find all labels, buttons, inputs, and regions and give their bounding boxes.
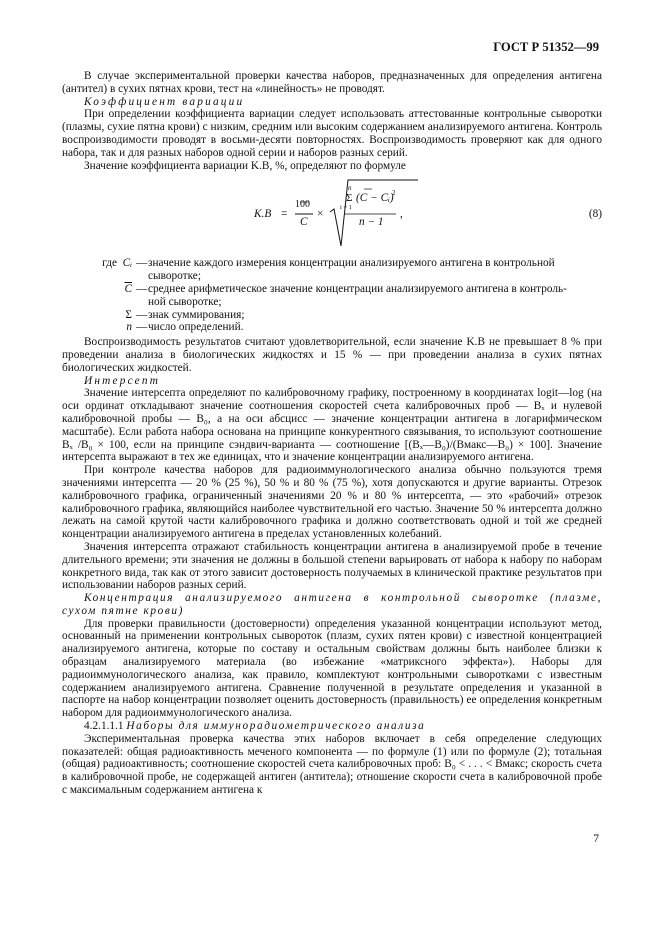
legend-symbol: n <box>126 321 132 334</box>
formula-graphic <box>62 174 602 254</box>
legend-lead: где Cᵢ <box>102 257 132 270</box>
subheading-cv: Коэффициент вариации <box>84 95 245 108</box>
formula-number: (8) <box>588 208 602 221</box>
subheading-intercept: Интерсепт <box>84 374 161 387</box>
formula-term: (C − Cᵢ) <box>356 192 394 205</box>
legend-symbol: $\overline{C}$ <box>124 282 132 295</box>
document-body <box>62 70 602 797</box>
formula-divisor: n − 1 <box>359 216 384 229</box>
paragraph-cv-3: Воспроизводимость результатов считают удовлетворительной, если значение K.B не превышает 8 % при проведении анализа в биологических жидкостях и 15 % — при проведении анализа в сухих пятнах биологических жидкостей. <box>62 336 602 374</box>
formula-sum-sign: Σ <box>346 192 353 205</box>
legend-text-cont: сыворотке; <box>148 270 201 283</box>
legend-text: знак суммирования; <box>148 308 245 321</box>
subheading-concentration: Концентрация анализируемого антигена в контрольной сыворотке (плазме, сухом пятне крови) <box>62 592 602 617</box>
document-header: ГОСТ Р 51352—99 <box>493 40 599 54</box>
legend-item: n — число определений. <box>62 321 602 334</box>
paragraph-intercept-3: Значения интерсепта отражают стабильность концентрации антигена в анализируемой пробе в течение длительного времени; эти значения не должны в большой степени варьировать от набора к набору по наборам конкретного вида, так как от этого зависит достоверность получаемых в клинической практике результатов при использовании наборов разных серий. <box>62 540 602 592</box>
formula-times: × <box>317 208 324 221</box>
legend-text: значение каждого измерения концентрации анализируемого антигена в контрольной <box>148 257 555 270</box>
formula-equals: = <box>281 208 288 221</box>
paragraph-cv-1: При определении коэффициента вариации следует использовать аттестованные контрольные сыворотки (плазмы, сухие пятна крови) с низким, средним или высоким содержанием анализируемого антигена. Контроль воспроизводимости проводят в восьми-десяти повторностях. Воспроизводимость проверяют как для одного набора, так и для разных наборов одной серии и наборов разных серий. <box>62 108 602 159</box>
paragraph-intercept-1: Значение интерсепта определяют по калибровочному графику, построенному в координатах logit—log (на оси ординат откладывают значение соотношения скоростей счета калибровочных проб — Bₓ и нулевой калибровочной пробы — B₀, а на оси абсцисс — значение концентрации антигена в логарифмическом масштабе). Если работа набора основана на принципе конкурентного связывания, то используют соотношение Bₓ /B₀ × 100, если на принципе сэндвич-варианта — соотношение [(Bₓ—B₀)/(Bмакс—B₀) × 100]. Значение интерсепта выражают в тех же единицах, что и значение концентрации анализируемого антигена. <box>62 387 602 464</box>
paragraph-cv-2: Значение коэффициента вариации K.B, %, определяют по формуле <box>84 159 406 172</box>
formula-cv <box>62 174 602 254</box>
formula-numerator: 100 <box>295 199 310 211</box>
paragraph-concentration: Для проверки правильности (достоверности) определения указанной концентрации используют метод, основанный на применении контрольных сывороток (плазм, сухих пятен крови) с известной концентрацией анализируемого антигена, которые по составу и остальным свойствам должны быть наиболее близки к образцам анализируемого материала (во избежание «матриксного эффекта»). Наборы для радиоиммунологического анализа, как правило, комплектуют контрольными сыворотками с известным содержанием анализируемого антигена. Сравнение полученной в результате определения и указанной в паспорте на набор концентрации позволяет оценить достоверность (правильность) ее определения конкретным набором для радиоиммунологического анализа. <box>62 617 602 720</box>
legend-item: $\overline{C}$ — среднее арифметическое значение концентрации анализируемого антигена в контроль- <box>62 283 602 296</box>
formula-power: 2 <box>392 189 396 198</box>
formula-sum-bottom: i = 1 <box>340 204 352 212</box>
formula-comma: , <box>400 208 403 221</box>
section-title: Наборы для иммунорадиометрического анализа <box>126 720 426 733</box>
paragraph-exp-check: В случае экспериментальной проверки качества наборов, предназначенных для определения антигена (антител) в сухих пятнах крови, тест на «линейность» не проводят. <box>62 70 602 95</box>
legend-item: где Cᵢ — значение каждого измерения концентрации анализируемого антигена в контрольной <box>62 257 602 270</box>
legend-text: среднее арифметическое значение концентрации анализируемого антигена в контроль- <box>148 282 567 295</box>
formula-denominator: C <box>300 216 308 229</box>
paragraph-intercept-2: При контроле качества наборов для радиоиммунологического анализа обычно пользуются тремя значениями интерсепта — 20 % (25 %), 50 % и 80 % (75 %), хотя допускаются и другие варианты. Отрезок калибровочного графика, ограниченный значениями 20 % и 80 % интерсепта, — это «рабочий» отрезок калибровочного графика, являющийся наиболее чувствительной его частью. Значение 50 % интерсепта должно лежать на самой крутой части калибровочного графика и должно соответствовать одной и той же средней концентрации анализируемого антигена в пределах установленных колебаний. <box>62 464 602 541</box>
paragraph-irma: Экспериментальная проверка качества этих наборов включает в себя определение следующих показателей: общая радиоактивность меченого компонента — по формуле (1) или по формуле (2); тотальная (общая) радиоактивность; соотношение скоростей счета калибровочных проб: B₀ < . . . < Bмакс; скорость счета в калибровочной пробе, не содержащей антиген (антитела); отношение скорости счета в калибровочной пробе с максимальным содержанием антигена к <box>62 732 602 797</box>
section-number: 4.2.1.1.1 <box>84 720 124 733</box>
page-number: 7 <box>593 833 599 845</box>
formula-lhs: K.B <box>254 208 272 221</box>
legend-symbol: Σ <box>125 308 132 321</box>
legend-list <box>62 257 602 334</box>
formula-sum-top: n <box>348 184 352 193</box>
legend-text-cont: ной сыворотке; <box>148 295 222 308</box>
section-heading <box>62 720 602 733</box>
legend-item: Σ — знак суммирования; <box>62 309 602 322</box>
legend-text: число определений. <box>148 321 244 334</box>
